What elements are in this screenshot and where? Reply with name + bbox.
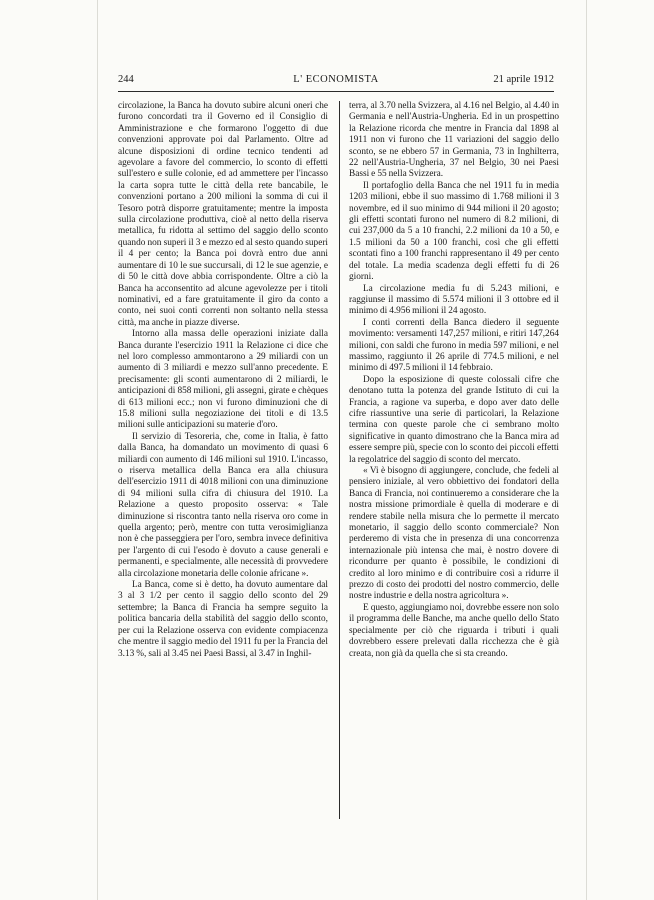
left-column: [118, 101, 328, 660]
column-divider: [339, 101, 340, 819]
issue-date: 21 aprile 1912: [493, 74, 554, 85]
scan-edge-left: [97, 0, 98, 900]
header-rule: [118, 91, 554, 92]
paragraph: La circolazione media fu di 5.243 milioni, e raggiunse il massimo di 5.574 milioni il 3 ottobre ed il minimo di 4.956 milioni il 24 agosto.: [349, 283, 559, 317]
paragraph: Intorno alla massa delle operazioni iniziate dalla Banca durante l'esercizio 1911 la Relazione ci dice che nel loro complesso ammontarono a 29 miliardi con un aumento di 3 miliardi e mezzo sull'anno precedente. E precisamente: gli sconti aumentarono di 2 miliardi, le anticipazioni di 858 milioni, gli assegni, girate e chèques di 613 milioni ecc.; non vi furono diminuzioni che di 15.8 milioni sulla negoziazione dei titoli e di 13.5 milioni sulle anticipazioni su materie d'oro.: [118, 329, 328, 431]
paragraph: Il portafoglio della Banca che nel 1911 fu in media 1203 milioni, ebbe il suo massimo di 1.768 milioni il 3 novembre, ed il suo minimo di 944 milioni il 20 agosto; gli effetti scontati furono nel numero di 8.2 milioni, di cui 237,000 da 5 a 10 franchi, 2.2 milioni da 10 a 50, e 1.5 milioni da 50 a 100 franchi, così che gli effetti scontati fino a 100 franchi rappresentano il 49 per cento del totale. La media scadenza degli effetti fu di 26 giorni.: [349, 180, 559, 283]
page-number: 244: [118, 74, 134, 85]
paragraph: « Vi è bisogno di aggiungere, conclude, che fedeli al pensiero iniziale, al vero obbiettivo dei fondatori della Banca di Francia, noi continueremo a considerare che la nostra missione primordiale è quella di moderare e di rendere stabile nella misura che lo permette il mercato monetario, il saggio dello sconto commerciale? Non perderemo di vista che in presenza di una concorrenza internazionale più intensa che mai, è nostro dovere di ricondurre per quanto è possibile, le condizioni di credito al loro minimo e di contribuire così a ridurre il prezzo di costo dei prodotti del nostro commercio, delle nostre industrie e della nostra agricoltura ».: [349, 466, 559, 602]
scan-edge-right: [586, 0, 587, 900]
paragraph: circolazione, la Banca ha dovuto subire alcuni oneri che furono concordati tra il Governo ed il Consiglio di Amministrazione e che formarono l'oggetto di due convenzioni approvate poi dal Parlamento. Oltre ad alcune disposizioni di ordine tecnico tendenti ad agevolare a favore del commercio, lo sconto di effetti sull'estero e sulle colonie, ed ad ammettere per l'incasso la carta sopra tutte le città della rete bancabile, le convenzioni portano a 200 milioni la somma di cui il Tesoro potrà disporre gratuitamente; mentre la imposta sulla circolazione produttiva, cioè al netto della riserva metallica, fu ridotta al settimo del saggio dello sconto quando non superi il 3 e mezzo ed al sesto quando superi il 4 per cento; la Banca poi dovrà entro due anni aumentare di 10 le sue succursali, di 12 le sue agenzie, e di 50 le città dove abbia corrispondente. Oltre a ciò la Banca ha acconsentito ad alcune agevolezze per i titoli nominativi, ed a fare gratuitamente il giro da conto a conto, nei suoi conti correnti non soltanto nella stessa città, ma anche in piazze diverse.: [118, 101, 328, 328]
journal-title: L' ECONOMISTA: [293, 74, 379, 85]
running-header: [118, 74, 554, 88]
paragraph: terra, al 3.70 nella Svizzera, al 4.16 nel Belgio, al 4.40 in Germania e nell'Austria-Ungheria. Ed in un prospettino la Relazione ricorda che mentre in Francia dal 1898 al 1911 non vi furono che 11 variazioni del saggio dello sconto, se ne ebbero 57 in Germania, 73 in Inghilterra, 22 nell'Austria-Ungheria, 37 nel Belgio, 30 nei Paesi Bassi e 55 nella Svizzera.: [349, 101, 559, 180]
paragraph: I conti correnti della Banca diedero il seguente movimento: versamenti 147,257 milioni, e ritiri 147,264 milioni, con saldi che furono in media 597 milioni, e nel massimo, raggiunto il 26 aprile di 774.5 milioni, e nel minimo di 497.5 milioni il 14 febbraio.: [349, 317, 559, 374]
paragraph: Dopo la esposizione di queste colossali cifre che denotano tutta la potenza del grande Istituto di cui la Francia, a ragione va superba, e dopo aver dato delle cifre riassuntive una serie di particolari, la Relazione termina con queste parole che ci sembrano molto significative in quanto dimostrano che la Banca mira ad essere sempre più, specie con lo sconto dei piccoli effetti la regolatrice del saggio di sconto del mercato.: [349, 374, 559, 465]
paragraph: La Banca, come si è detto, ha dovuto aumentare dal 3 al 3 1/2 per cento il saggio dello sconto del 29 settembre; la Banca di Francia ha sempre seguito la politica bancaria della stabilità del saggio dello sconto, per cui la Relazione osserva con evidente compiacenza che mentre il saggio medio del 1911 fu per la Francia del 3.13 %, sali al 3.45 nei Paesi Bassi, al 3.47 in Inghil-: [118, 580, 328, 659]
right-column: [349, 101, 559, 660]
paragraph: E questo, aggiungiamo noi, dovrebbe essere non solo il programma delle Banche, ma anche quello dello Stato specialmente per ciò che riguarda i tributi i quali dovrebbero essere prelevati dalla ricchezza che è già creata, non già da quella che si sta creando.: [349, 602, 559, 659]
paragraph: Il servizio di Tesoreria, che, come in Italia, è fatto dalla Banca, ha domandato un movimento di quasi 6 miliardi con aumento di 146 milioni sul 1910. L'incasso, o riserva metallica della Banca era alla chiusura dell'esercizio 1911 di 4018 milioni con una diminuzione di 94 milioni sulla cifra di chiusura del 1910. La Relazione a questo proposito osserva: « Tale diminuzione si riscontra tanto nella riserva oro come in quella argento; però, mentre con tutta verosimiglianza non è che passeggiera per l'oro, sembra invece definitiva per l'argento di cui l'esodo è dovuto a cause generali e permanenti, e specialmente, alle necessità di provvedere alla circolazione monetaria delle colonie africane ».: [118, 431, 328, 579]
